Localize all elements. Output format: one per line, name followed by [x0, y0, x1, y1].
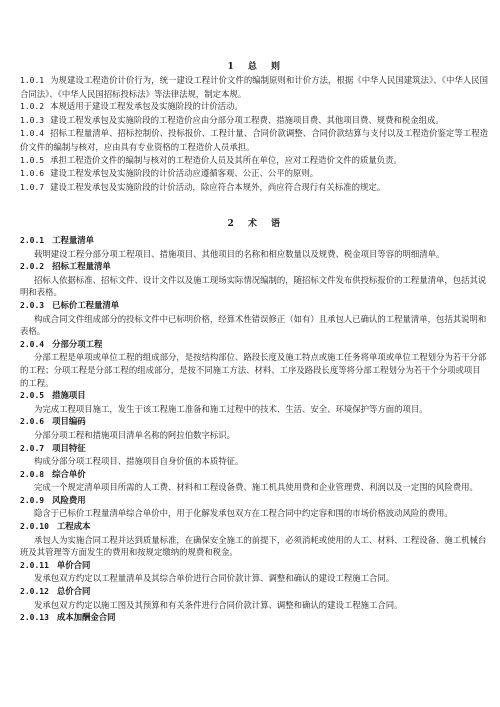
term-number: 2.0.1 — [20, 236, 45, 245]
term-definition: 招标人依据标准、招标文件、设计文件以及施工现场实际情况编制的，随招标文件发布供投标报价的工程量清单，包括其说明和表格。 — [20, 274, 487, 298]
clause-text: 建设工程发承包及实施阶段的工程造价应由分部分项工程费、措施项目费、其他项目费、规费和税金组成。 — [50, 114, 444, 125]
clause-number: 1.0.3 — [20, 115, 45, 125]
clause-number: 1.0.2 — [20, 102, 45, 112]
chapter-1-body — [20, 74, 488, 194]
term-name: 成本加酬金合同 — [56, 612, 116, 623]
clause-number: 1.0.5 — [20, 155, 45, 165]
clause — [20, 154, 488, 168]
term-definition: 构成合同文件组成部分的投标文件中已标明价格，经算术性错误修正（如有）且承包人已确认的工程量清单，包括其说明和表格。 — [20, 313, 487, 337]
term-number: 2.0.6 — [20, 417, 45, 427]
clause-text: 招标工程量清单、招标控制价、投标报价、工程计量、合同价款调整、合同价款结算与支付以及工程造价鉴定等工程造价文件的编制与核对，应由具有专业资格的工程造价人员承担。 — [20, 128, 488, 152]
term-definition: 为完成工程项目施工，发生于该工程施工准备和施工过程中的技术、生活、安全、环境保护等方面的项目。 — [34, 403, 428, 414]
term-number: 2.0.3 — [20, 300, 45, 310]
term-heading — [20, 468, 488, 482]
clause-number: 1.0.4 — [20, 129, 45, 139]
term-definition: 发承包双方约定以施工图及其预算和有关条件进行合同价款计算、调整和确认的建设工程施工合同。 — [34, 599, 403, 610]
term-definition: 承包人为实施合同工程并达到质量标准，在确保安全施工的前提下，必须消耗或使用的人工、材料、工程设备、施工机械台班及其管理等方面发生的费用和按规定缴纳的规费和税金。 — [20, 534, 487, 558]
term-number: 2.0.7 — [20, 443, 45, 453]
term-definition: 分部工程是单项或单位工程的组成部分，是按结构部位、路段长度及施工特点或施工任务将单项或单位工程划分为若干分部的工程；分项工程是分部工程的组成部分，是按不同施工方法、材料、工序及路段长度等将分部工程划分为若干个分项或项目的工程。 — [20, 352, 487, 388]
clause-text: 本规适用于建设工程发承包及实施阶段的计价活动。 — [50, 101, 243, 112]
chapter-1-title: 1 总 则 — [227, 62, 281, 72]
term-name: 总价合同 — [56, 586, 91, 597]
clause-number: 1.0.6 — [20, 169, 45, 179]
term-definition: 构成分部分项工程项目、措施项目自身价值的本质特征。 — [34, 456, 244, 467]
term-heading — [20, 442, 488, 456]
term-heading — [20, 389, 488, 403]
chapter-2-body — [20, 234, 488, 625]
term-name: 单价合同 — [56, 559, 91, 570]
term-name: 措施项目 — [52, 390, 86, 401]
term-heading — [20, 520, 488, 534]
clause-text: 建设工程发承包及实施阶段的计价活动应遵循客观、公正、公平的原则。 — [50, 168, 319, 179]
clause-number: 1.0.7 — [20, 182, 45, 192]
term-definition: 分部分项工程和措施项目清单名称的阿拉伯数字标识。 — [34, 429, 235, 440]
term-definition: 隐含于已标价工程量清单综合单价中，用于化解发承包双方在工程合同中约定容和围的市场价格波动风险的费用。 — [34, 508, 453, 519]
term-definition: 完成一个规定清单项目所需的人工费、材料和工程设备费、施工机具使用费和企业管理费、利润以及一定围的风险费用。 — [34, 482, 478, 493]
clause-text: 建设工程发承包及实施阶段的计价活动，除应符合本规外，尚应符合现行有关标准的规定。 — [50, 181, 386, 192]
clause-text: 为规建设工程造价计价行为，统一建设工程计价文件的编制原则和计价方法，根据《中华人民国建筑法》、《中华人民国合同法》、《中华人民国招标投标法》等法律法规，制定本规。 — [20, 75, 488, 99]
term-name: 综合单价 — [52, 468, 86, 479]
term-name: 已标价工程量清单 — [52, 299, 120, 310]
term-heading — [20, 415, 488, 429]
term-name: 分部分项工程 — [52, 338, 103, 349]
term-number: 2.0.4 — [20, 339, 45, 349]
term-number: 2.0.8 — [20, 469, 45, 479]
term-heading — [20, 260, 488, 274]
term-name: 风险费用 — [52, 494, 86, 505]
term-number: 2.0.11 — [20, 560, 49, 570]
term-heading — [20, 611, 488, 625]
term-definition: 发承包双方约定以工程量清单及其综合单价进行合同价款计算、调整和确认的建设工程施工合同。 — [34, 573, 395, 584]
term-heading — [20, 338, 488, 352]
clause — [20, 74, 488, 100]
term-heading — [20, 494, 488, 508]
term-name: 工程量清单 — [52, 235, 94, 245]
clause — [20, 114, 488, 128]
term-name: 招标工程量清单 — [52, 261, 111, 272]
term-name: 工程成本 — [56, 521, 91, 532]
term-number: 2.0.5 — [20, 391, 45, 401]
term-number: 2.0.9 — [20, 495, 45, 505]
term-heading — [20, 585, 488, 599]
term-heading — [20, 559, 488, 573]
term-number: 2.0.12 — [20, 587, 49, 597]
term-heading — [20, 234, 488, 248]
term-number: 2.0.10 — [20, 522, 49, 532]
clause — [20, 167, 488, 181]
clause — [20, 100, 488, 114]
chapter-2-title: 2 术 语 — [227, 219, 281, 229]
clause-number: 1.0.1 — [20, 76, 45, 85]
term-number: 2.0.2 — [20, 262, 45, 272]
clause-text: 承担工程造价文件的编制与核对的工程造价人员及其所在单位，应对工程造价文件的质量负责。 — [50, 154, 402, 165]
term-definition: 载明建设工程分部分项工程项目、措施项目、其他项目的名称和相应数量以及规费、税金项目等容的明细清单。 — [34, 248, 445, 259]
clause — [20, 127, 488, 153]
term-heading — [20, 299, 488, 313]
clause — [20, 181, 488, 195]
term-name: 项目编码 — [52, 416, 86, 427]
term-number: 2.0.13 — [20, 613, 49, 623]
term-name: 项目特征 — [52, 442, 86, 453]
